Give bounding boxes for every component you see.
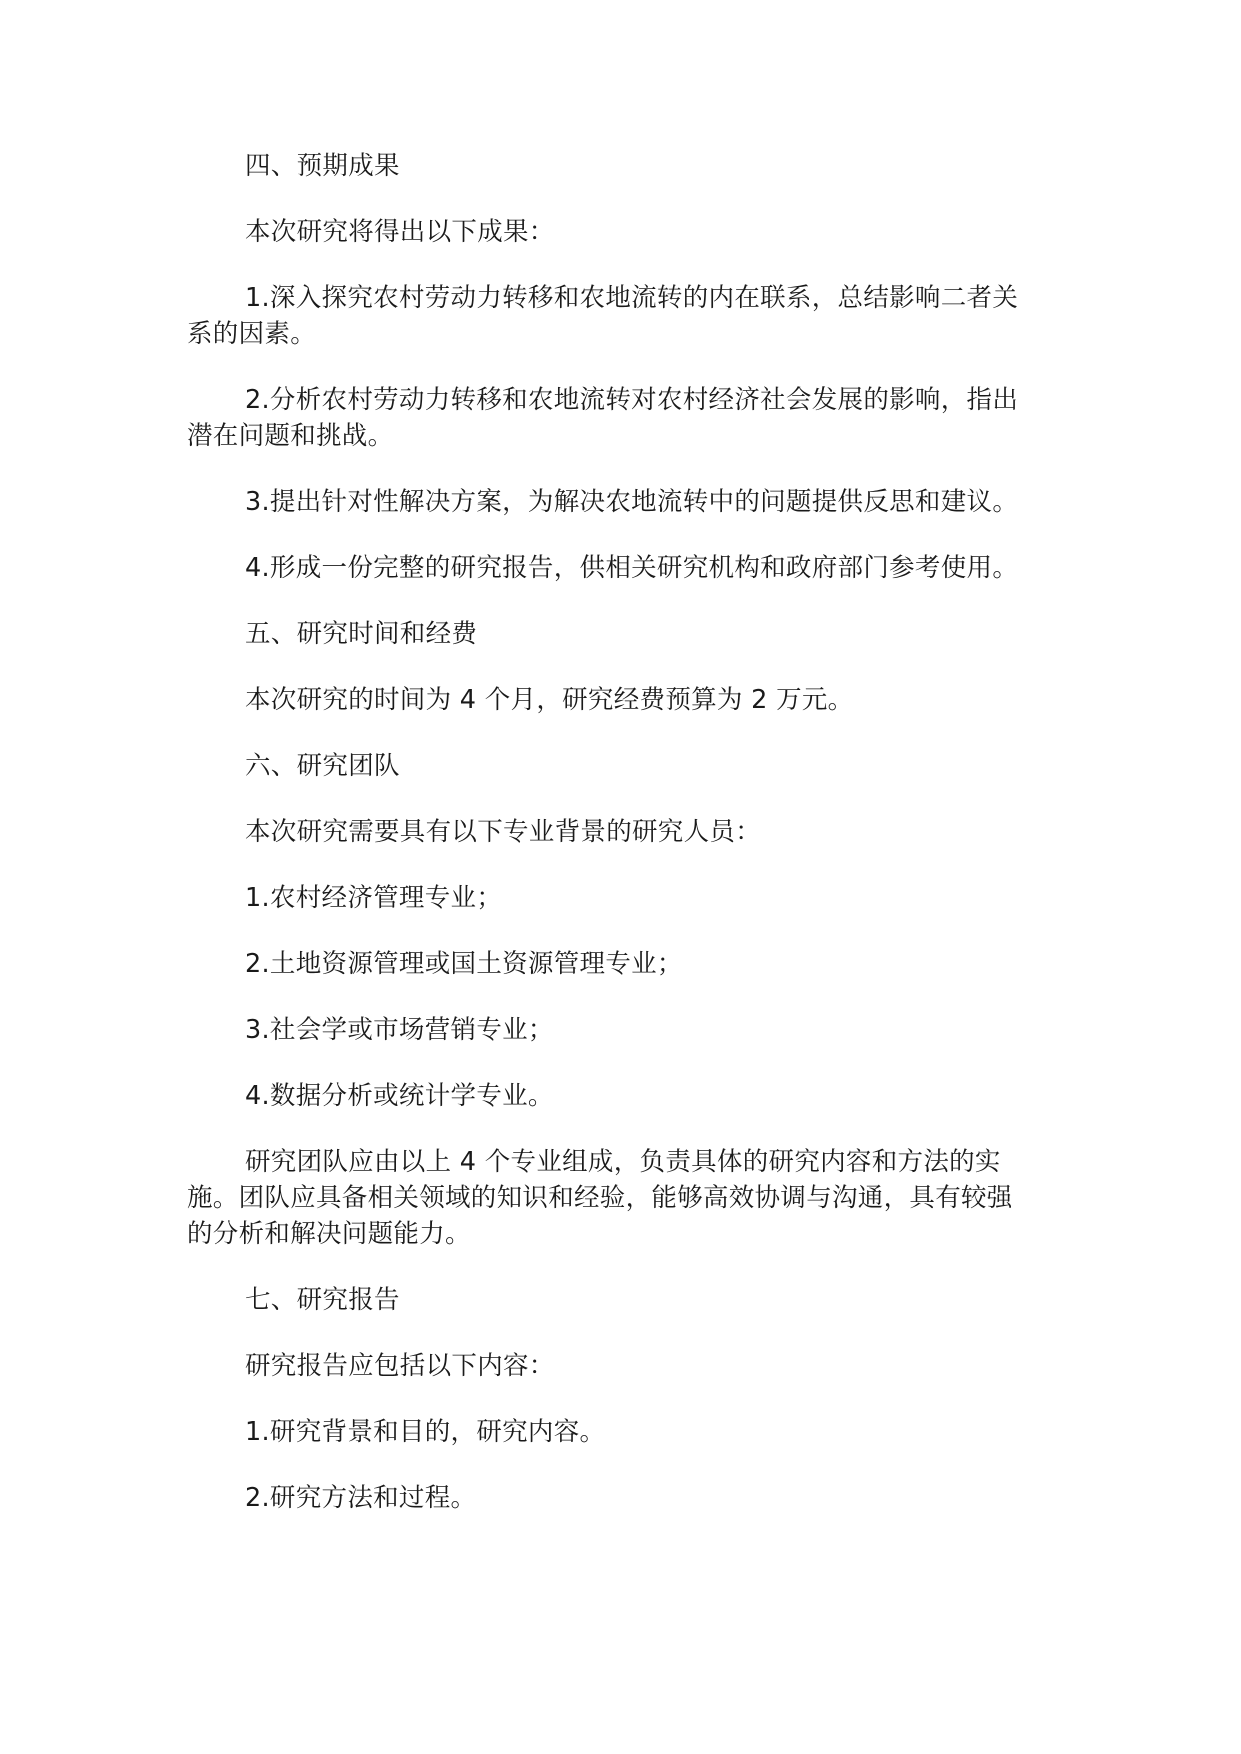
document-body — [187, 148, 1067, 1546]
section-heading-research-report: 七、研究报告 — [245, 1285, 400, 1315]
paragraph: 本次研究将得出以下成果： — [245, 217, 555, 247]
list-item: 3.社会学或市场营销专业； — [245, 1015, 554, 1045]
paragraph: 研究团队应由以上 4 个专业组成，负责具体的研究内容和方法的实施。团队应具备相关领域的知识和经验，能够高效协调与沟通，具有较强的分析和解决问题能力。 — [187, 1147, 1013, 1249]
paragraph: 研究报告应包括以下内容： — [245, 1351, 555, 1381]
section-heading-time-and-budget: 五、研究时间和经费 — [245, 619, 478, 649]
section-heading-expected-results: 四、预期成果 — [245, 151, 400, 181]
paragraph: 本次研究需要具有以下专业背景的研究人员： — [245, 817, 762, 847]
list-item: 1.深入探究农村劳动力转移和农地流转的内在联系，总结影响二者关系的因素。 — [187, 283, 1019, 349]
section-heading-research-team: 六、研究团队 — [245, 751, 400, 781]
list-item: 2.研究方法和过程。 — [245, 1483, 477, 1513]
list-item: 1.农村经济管理专业； — [245, 883, 503, 913]
list-item: 4.数据分析或统计学专业。 — [245, 1081, 554, 1111]
list-item: 2.土地资源管理或国土资源管理专业； — [245, 949, 683, 979]
paragraph: 本次研究的时间为 4 个月，研究经费预算为 2 万元。 — [245, 685, 854, 715]
list-item: 3.提出针对性解决方案，为解决农地流转中的问题提供反思和建议。 — [245, 487, 1019, 517]
list-item: 4.形成一份完整的研究报告，供相关研究机构和政府部门参考使用。 — [245, 553, 1019, 583]
list-item: 2.分析农村劳动力转移和农地流转对农村经济社会发展的影响，指出潜在问题和挑战。 — [187, 385, 1019, 451]
list-item: 1.研究背景和目的，研究内容。 — [245, 1417, 606, 1447]
